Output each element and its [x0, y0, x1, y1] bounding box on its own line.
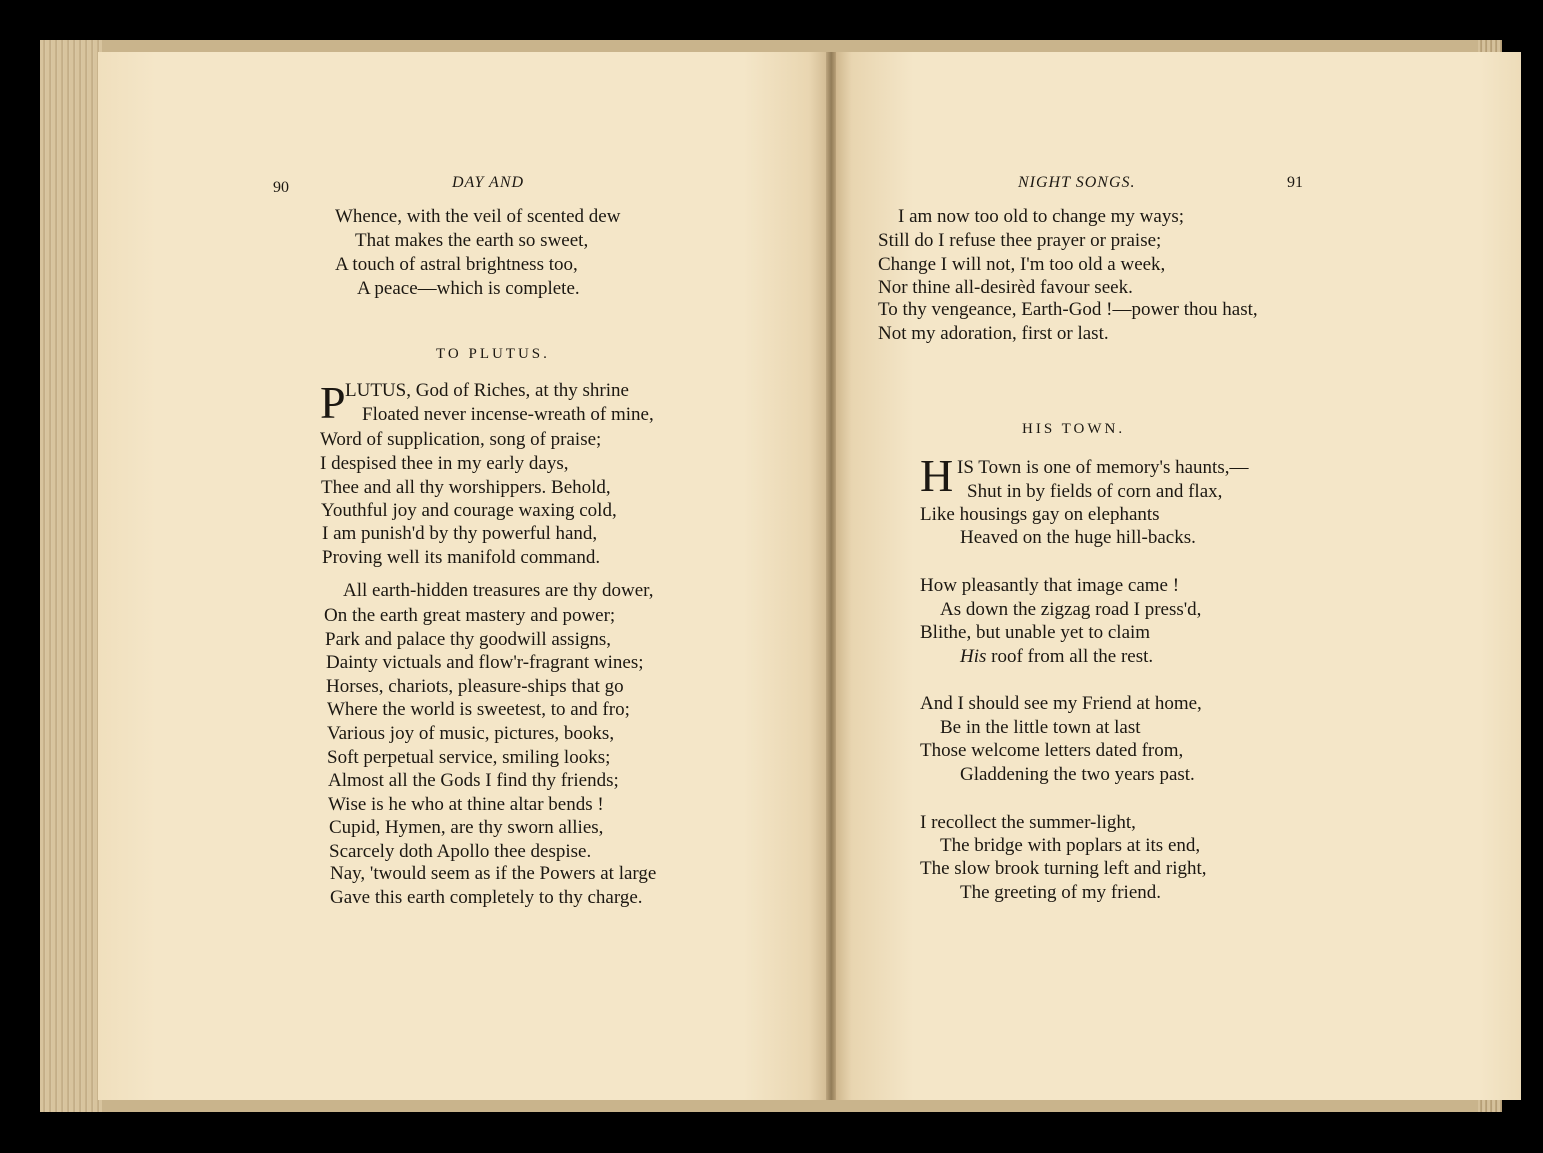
- verse-line: Gladdening the two years past.: [960, 764, 1195, 785]
- verse-line: Soft perpetual service, smiling looks;: [327, 747, 611, 768]
- verse-line: Blithe, but unable yet to claim: [920, 622, 1151, 643]
- verse-line: Almost all the Gods I find thy friends;: [328, 770, 619, 791]
- verse-line: The greeting of my friend.: [960, 882, 1162, 903]
- verse-line: To thy vengeance, Earth-God !—power thou hast,: [878, 299, 1258, 320]
- running-head: DAY AND: [452, 174, 525, 191]
- verse-line: IS Town is one of memory's haunts,—: [957, 457, 1249, 478]
- verse-line: Proving well its manifold command.: [322, 547, 601, 568]
- verse-line: As down the zigzag road I press'd,: [940, 599, 1202, 620]
- page-number: 90: [273, 179, 289, 196]
- verse-line: I am now too old to change my ways;: [898, 206, 1185, 227]
- verse-line: Gave this earth completely to thy charge.: [330, 887, 643, 908]
- verse-line: The bridge with poplars at its end,: [940, 835, 1201, 856]
- verse-line: All earth-hidden treasures are thy dower,: [343, 580, 654, 601]
- verse-line: Those welcome letters dated from,: [920, 740, 1184, 761]
- open-book: [40, 40, 1502, 1112]
- verse-text: roof from all the rest.: [986, 646, 1154, 667]
- verse-line: A peace—which is complete.: [357, 278, 580, 299]
- verse-line: Cupid, Hymen, are thy sworn allies,: [329, 817, 604, 838]
- page-number: 91: [1287, 174, 1303, 191]
- verse-line: I despised thee in my early days,: [320, 453, 569, 474]
- drop-cap: H: [920, 450, 954, 501]
- verse-line: Dainty victuals and flow'r-fragrant wines;: [326, 652, 644, 673]
- verse-line: Wise is he who at thine altar bends !: [328, 794, 604, 815]
- verse-line: Horses, chariots, pleasure-ships that go: [326, 676, 624, 697]
- verse-line: Park and palace thy goodwill assigns,: [325, 629, 612, 650]
- verse-line: Heaved on the huge hill-backs.: [960, 527, 1196, 548]
- poem-title: HIS TOWN.: [1022, 421, 1126, 437]
- verse-line: That makes the earth so sweet,: [355, 230, 589, 251]
- verse-line: On the earth great mastery and power;: [324, 605, 616, 626]
- verse-line: I am punish'd by thy powerful hand,: [322, 523, 598, 544]
- drop-cap: P: [320, 377, 346, 428]
- verse-line: How pleasantly that image came !: [920, 575, 1180, 596]
- verse-line: A touch of astral brightness too,: [335, 254, 578, 275]
- verse-line: I recollect the summer-light,: [920, 812, 1136, 833]
- verse-line: Thee and all thy worshippers. Behold,: [321, 477, 611, 498]
- verse-line: Nay, 'twould seem as if the Powers at large: [330, 863, 657, 884]
- poem-title: TO PLUTUS.: [436, 346, 550, 362]
- book-gutter: [826, 52, 836, 1100]
- italic-word: His: [960, 646, 987, 667]
- verse-line: And I should see my Friend at home,: [920, 693, 1202, 714]
- verse-line: Scarcely doth Apollo thee despise.: [329, 841, 592, 862]
- verse-line: Floated never incense-wreath of mine,: [362, 404, 654, 425]
- verse-line: Nor thine all-desirèd favour seek.: [878, 277, 1133, 298]
- running-head: NIGHT SONGS.: [1018, 174, 1136, 191]
- verse-line: Not my adoration, first or last.: [878, 323, 1109, 344]
- verse-line: Word of supplication, song of praise;: [320, 429, 602, 450]
- verse-line: Change I will not, I'm too old a week,: [878, 254, 1166, 275]
- verse-line: Whence, with the veil of scented dew: [335, 206, 621, 227]
- verse-line: Youthful joy and courage waxing cold,: [321, 500, 617, 521]
- verse-line: Shut in by fields of corn and flax,: [967, 481, 1223, 502]
- verse-line: Various joy of music, pictures, books,: [327, 723, 615, 744]
- verse-line: The slow brook turning left and right,: [920, 858, 1207, 879]
- page-edges-left: [40, 40, 102, 1112]
- verse-line: Still do I refuse thee prayer or praise;: [878, 230, 1162, 251]
- verse-line: Where the world is sweetest, to and fro;: [327, 699, 630, 720]
- verse-line: Like housings gay on elephants: [920, 504, 1160, 525]
- verse-line: [960, 647, 1153, 666]
- verse-line: LUTUS, God of Riches, at thy shrine: [345, 380, 629, 401]
- verse-line: Be in the little town at last: [940, 717, 1141, 738]
